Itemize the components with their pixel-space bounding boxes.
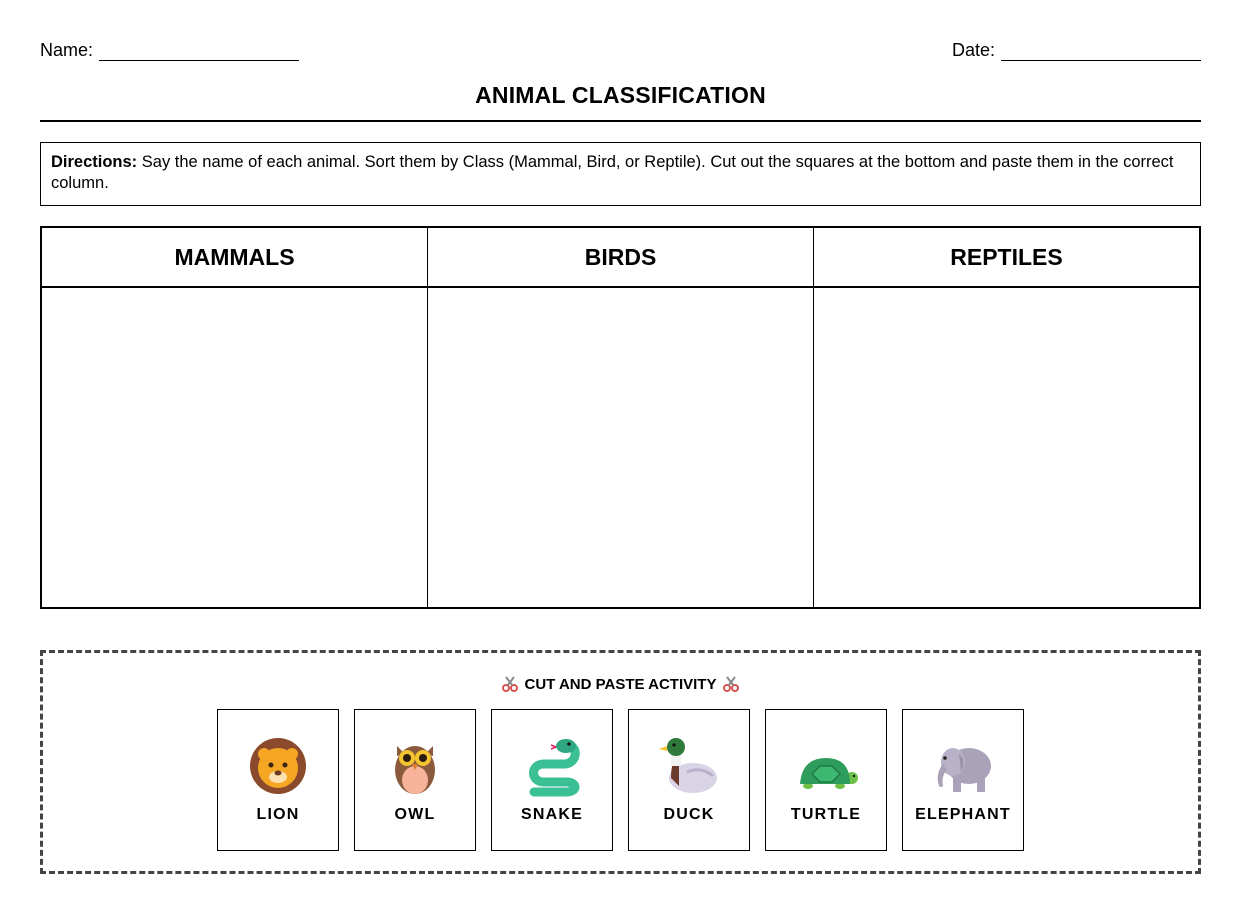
column-mammals (42, 228, 427, 607)
directions-heading: Directions: (51, 153, 138, 171)
cut-section-label: CUT AND PASTE ACTIVITY (524, 675, 717, 693)
duck-icon (657, 734, 721, 798)
card-label: ELEPHANT (915, 806, 1011, 823)
date-field[interactable] (952, 40, 1201, 61)
column-header-reptiles: REPTILES (814, 228, 1199, 288)
elephant-icon (931, 734, 995, 798)
column-birds (427, 228, 813, 607)
owl-icon (383, 734, 447, 798)
date-line[interactable] (1001, 45, 1201, 61)
column-reptiles (813, 228, 1199, 607)
animal-card-snake[interactable] (491, 709, 613, 851)
header-row (40, 40, 1201, 64)
animal-card-lion[interactable] (217, 709, 339, 851)
card-label: TURTLE (790, 806, 862, 823)
column-header-mammals: MAMMALS (42, 228, 427, 288)
directions-text: Say the name of each animal. Sort them by Class (Mammal, Bird, or Reptile). Cut out the squares at the bottom and paste them in the correct column. (51, 153, 1174, 192)
column-header-birds: BIRDS (428, 228, 813, 288)
card-label: LION (256, 806, 300, 823)
column-dropzone-reptiles[interactable] (814, 288, 1199, 607)
card-label: DUCK (663, 806, 715, 823)
page-title: ANIMAL CLASSIFICATION (475, 82, 766, 108)
turtle-icon (794, 734, 858, 798)
scissors-icon (501, 675, 519, 693)
column-dropzone-birds[interactable] (428, 288, 813, 607)
date-label: Date: (951, 40, 995, 60)
name-field[interactable] (40, 40, 299, 61)
directions-box (40, 142, 1201, 206)
animal-card-turtle[interactable] (765, 709, 887, 851)
animal-card-elephant[interactable] (902, 709, 1024, 851)
name-label: Name: (40, 40, 94, 60)
sort-table (40, 226, 1201, 609)
cut-and-paste-section (40, 650, 1201, 874)
lion-icon (246, 734, 310, 798)
name-line[interactable] (99, 45, 299, 61)
animal-cards (217, 709, 1024, 851)
card-label: SNAKE (520, 806, 583, 823)
snake-icon (520, 734, 584, 798)
cut-section-title (43, 675, 1198, 693)
card-label: OWL (394, 806, 436, 823)
animal-card-owl[interactable] (354, 709, 476, 851)
scissors-icon (722, 675, 740, 693)
animal-card-duck[interactable] (628, 709, 750, 851)
title-divider (40, 120, 1201, 122)
column-dropzone-mammals[interactable] (42, 288, 427, 607)
